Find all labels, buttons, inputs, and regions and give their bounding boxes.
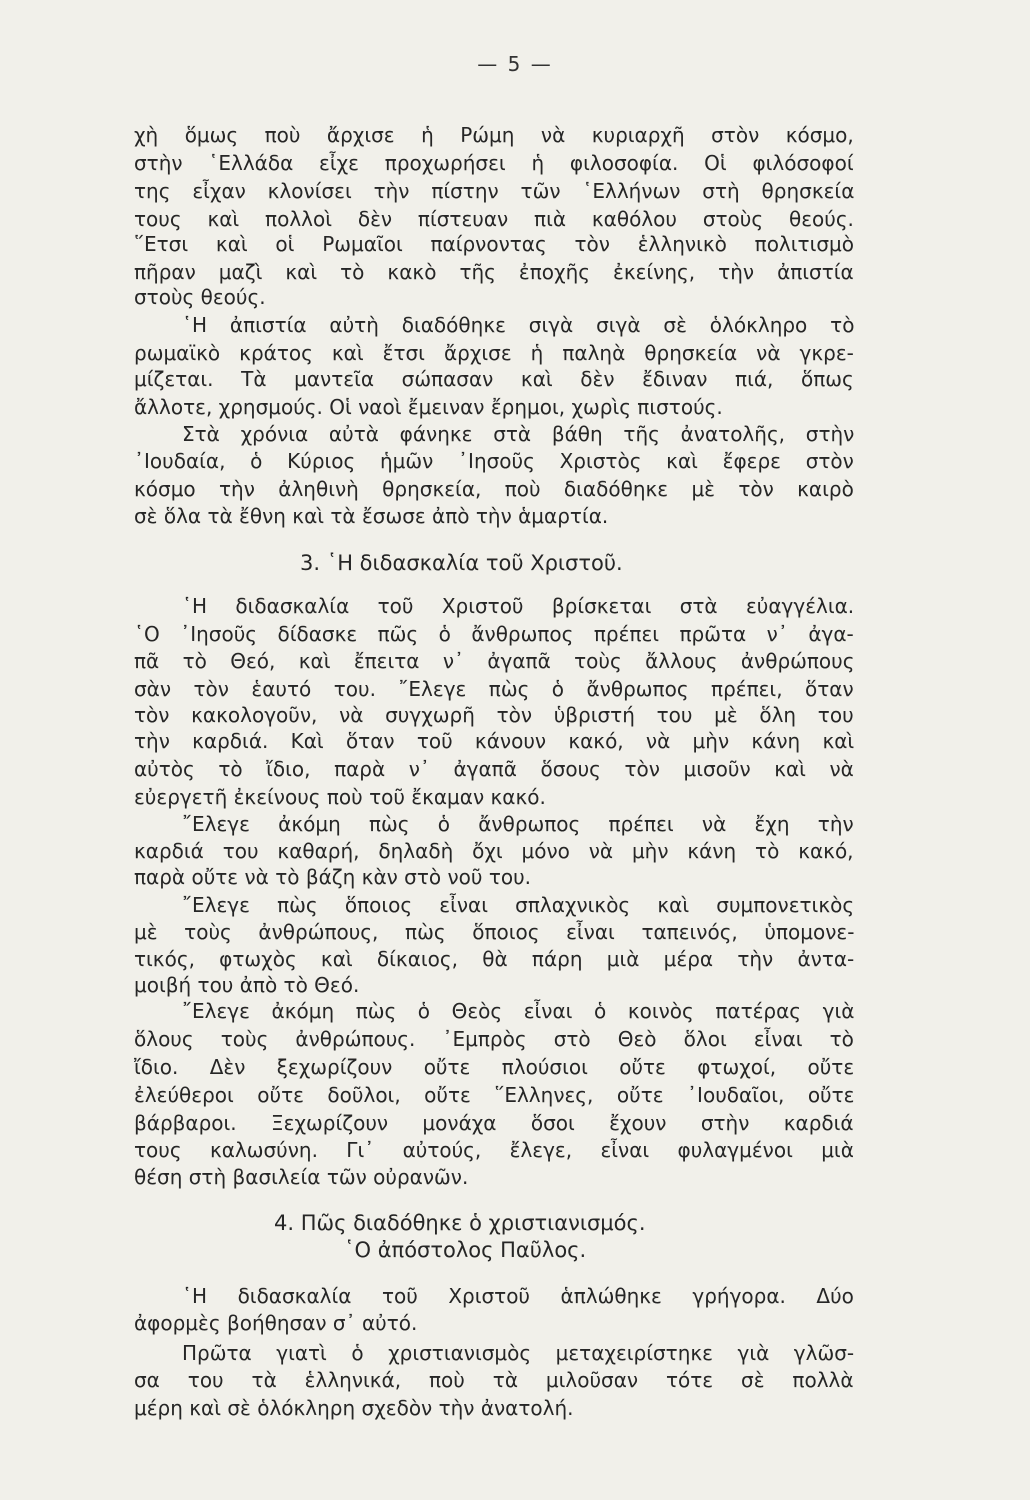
text-line: ὅλους τοὺς ἀνθρώπους. ᾿Εμπρὸς στὸ Θεὸ ὅλοι εἶναι τὸ xyxy=(134,1027,854,1051)
section-heading: 4. Πῶς διαδόθηκε ὁ χριστιανισμός. xyxy=(274,1211,646,1235)
text-line: ῎Ελεγε ἀκόμη πὼς ὁ Θεὸς εἶναι ὁ κοινὸς πατέρας γιὰ xyxy=(182,999,855,1023)
text-line: τους καλωσύνη. Γι᾿ αὐτούς, ἔλεγε, εἶναι φυλαγμένοι μιὰ xyxy=(134,1138,854,1162)
text-line: τικός, φτωχὸς καὶ δίκαιος, θὰ πάρη μιὰ μέρα τὴν ἀντα- xyxy=(134,947,855,971)
text-line: ῾Η διδασκαλία τοῦ Χριστοῦ ἁπλώθηκε γρήγορα. Δύο xyxy=(182,1284,854,1308)
text-line: ῾Ο ᾿Ιησοῦς δίδασκε πῶς ὁ ἄνθρωπος πρέπει πρῶτα ν᾿ ἀγα- xyxy=(134,622,854,646)
text-line: Πρῶτα γιατὶ ὁ χριστιανισμὸς μεταχειρίστηκε γιὰ γλῶσ- xyxy=(182,1341,855,1365)
text-line: ἐλεύθεροι οὔτε δοῦλοι, οὔτε ῞Ελληνες, οὔτε ᾿Ιουδαῖοι, οὔτε xyxy=(134,1083,855,1107)
section-heading: 3. ῾Η διδασκαλία τοῦ Χριστοῦ. xyxy=(300,551,623,575)
text-line: βάρβαροι. Ξεχωρίζουν μονάχα ὅσοι ἔχουν στὴν καρδιά xyxy=(134,1111,854,1135)
text-line: τὸν κακολογοῦν, νὰ συγχωρῆ τὸν ὑβριστή του μὲ ὅλη του xyxy=(134,703,854,727)
text-line: στοὺς θεούς. xyxy=(134,285,266,309)
text-line: ῾Η διδασκαλία τοῦ Χριστοῦ βρίσκεται στὰ εὐαγγέλια. xyxy=(182,594,855,618)
text-line: ῞Ετσι καὶ οἱ Ρωμαῖοι παίρνοντας τὸν ἑλληνικὸ πολιτισμὸ xyxy=(134,232,854,256)
text-line: ᾿Ιουδαία, ὁ Κύριος ἡμῶν ᾿Ιησοῦς Χριστὸς καὶ ἔφερε στὸν xyxy=(134,449,854,473)
text-line: στὴν ῾Ελλάδα εἶχε προχωρήσει ἡ φιλοσοφία. Οἱ φιλόσοφοί xyxy=(134,151,854,175)
text-line: καρδιά του καθαρή, δηλαδὴ ὄχι μόνο νὰ μὴν κάνη τὸ κακό, xyxy=(134,839,854,863)
text-line: τους καὶ πολλοὶ δὲν πίστευαν πιὰ καθόλου στοὺς θεούς. xyxy=(134,207,854,231)
text-line: εὐεργετῆ ἐκείνους ποὺ τοῦ ἔκαμαν κακό. xyxy=(134,785,546,809)
text-line: τὴν καρδιά. Καὶ ὅταν τοῦ κάνουν κακό, νὰ μὴν κάνη καὶ xyxy=(134,729,855,753)
text-line: μὲ τοὺς ἀνθρώπους, πὼς ὅποιος εἶναι ταπεινός, ὑπομονε- xyxy=(134,920,855,944)
text-line: ἀφορμὲς βοήθησαν σ᾿ αὐτό. xyxy=(134,1311,418,1335)
text-line: σὰν τὸν ἑαυτό του. ῎Ελεγε πὼς ὁ ἄνθρωπος πρέπει, ὅταν xyxy=(134,677,854,701)
text-line: ἴδιο. Δὲν ξεχωρίζουν οὔτε πλούσιοι οὔτε φτωχοί, οὔτε xyxy=(134,1055,855,1079)
page-number: — 5 — xyxy=(477,52,553,76)
text-line: ῎Ελεγε πὼς ὅποιος εἶναι σπλαχνικὸς καὶ συμπονετικὸς xyxy=(182,893,855,917)
text-line: θέση στὴ βασιλεία τῶν οὐρανῶν. xyxy=(134,1165,469,1189)
text-line: Στὰ χρόνια αὐτὰ φάνηκε στὰ βάθη τῆς ἀνατολῆς, στὴν xyxy=(182,422,855,446)
text-line: παρὰ οὔτε νὰ τὸ βάζη κὰν στὸ νοῦ του. xyxy=(134,865,532,889)
text-line: ἄλλοτε, χρησμούς. Οἱ ναοὶ ἔμειναν ἔρημοι, χωρὶς πιστούς. xyxy=(134,395,723,419)
text-line: ῎Ελεγε ἀκόμη πὼς ὁ ἄνθρωπος πρέπει νὰ ἔχη τὴν xyxy=(182,812,854,836)
text-line: πῆραν μαζὶ καὶ τὸ κακὸ τῆς ἐποχῆς ἐκείνης, τὴν ἀπιστία xyxy=(134,260,854,284)
text-line: κόσμο τὴν ἀληθινὴ θρησκεία, ποὺ διαδόθηκε μὲ τὸν καιρὸ xyxy=(134,477,854,501)
text-line: μέρη καὶ σὲ ὁλόκληρη σχεδὸν τὴν ἀνατολή. xyxy=(134,1396,574,1420)
text-line: ρωμαϊκὸ κράτος καὶ ἔτσι ἄρχισε ἡ παληὰ θρησκεία νὰ γκρε- xyxy=(134,341,854,365)
text-line: σὲ ὅλα τὰ ἔθνη καὶ τὰ ἔσωσε ἀπὸ τὴν ἁμαρτία. xyxy=(134,504,609,528)
text-line: της εἶχαν κλονίσει τὴν πίστην τῶν ῾Ελλήνων στὴ θρησκεία xyxy=(134,179,855,203)
text-line: μοιβή του ἀπὸ τὸ Θεό. xyxy=(134,973,360,997)
text-line: ῾Η ἀπιστία αὐτὴ διαδόθηκε σιγὰ σιγὰ σὲ ὁλόκληρο τὸ xyxy=(182,313,855,337)
text-line: σα του τὰ ἑλληνικά, ποὺ τὰ μιλοῦσαν τότε σὲ πολλὰ xyxy=(134,1368,854,1392)
text-line: πᾶ τὸ Θεό, καὶ ἔπειτα ν᾿ ἀγαπᾶ τοὺς ἄλλους ἀνθρώπους xyxy=(134,649,855,673)
section-heading: ῾Ο ἀπόστολος Παῦλος. xyxy=(344,1238,587,1262)
text-line: χὴ ὅμως ποὺ ἄρχισε ἡ Ρώμη νὰ κυριαρχῆ στὸν κόσμο, xyxy=(134,123,854,147)
text-line: μίζεται. Τὰ μαντεῖα σώπασαν καὶ δὲν ἔδιναν πιά, ὅπως xyxy=(134,367,854,391)
text-line: αὐτὸς τὸ ἴδιο, παρὰ ν᾿ ἀγαπᾶ ὅσους τὸν μισοῦν καὶ νὰ xyxy=(134,757,854,781)
